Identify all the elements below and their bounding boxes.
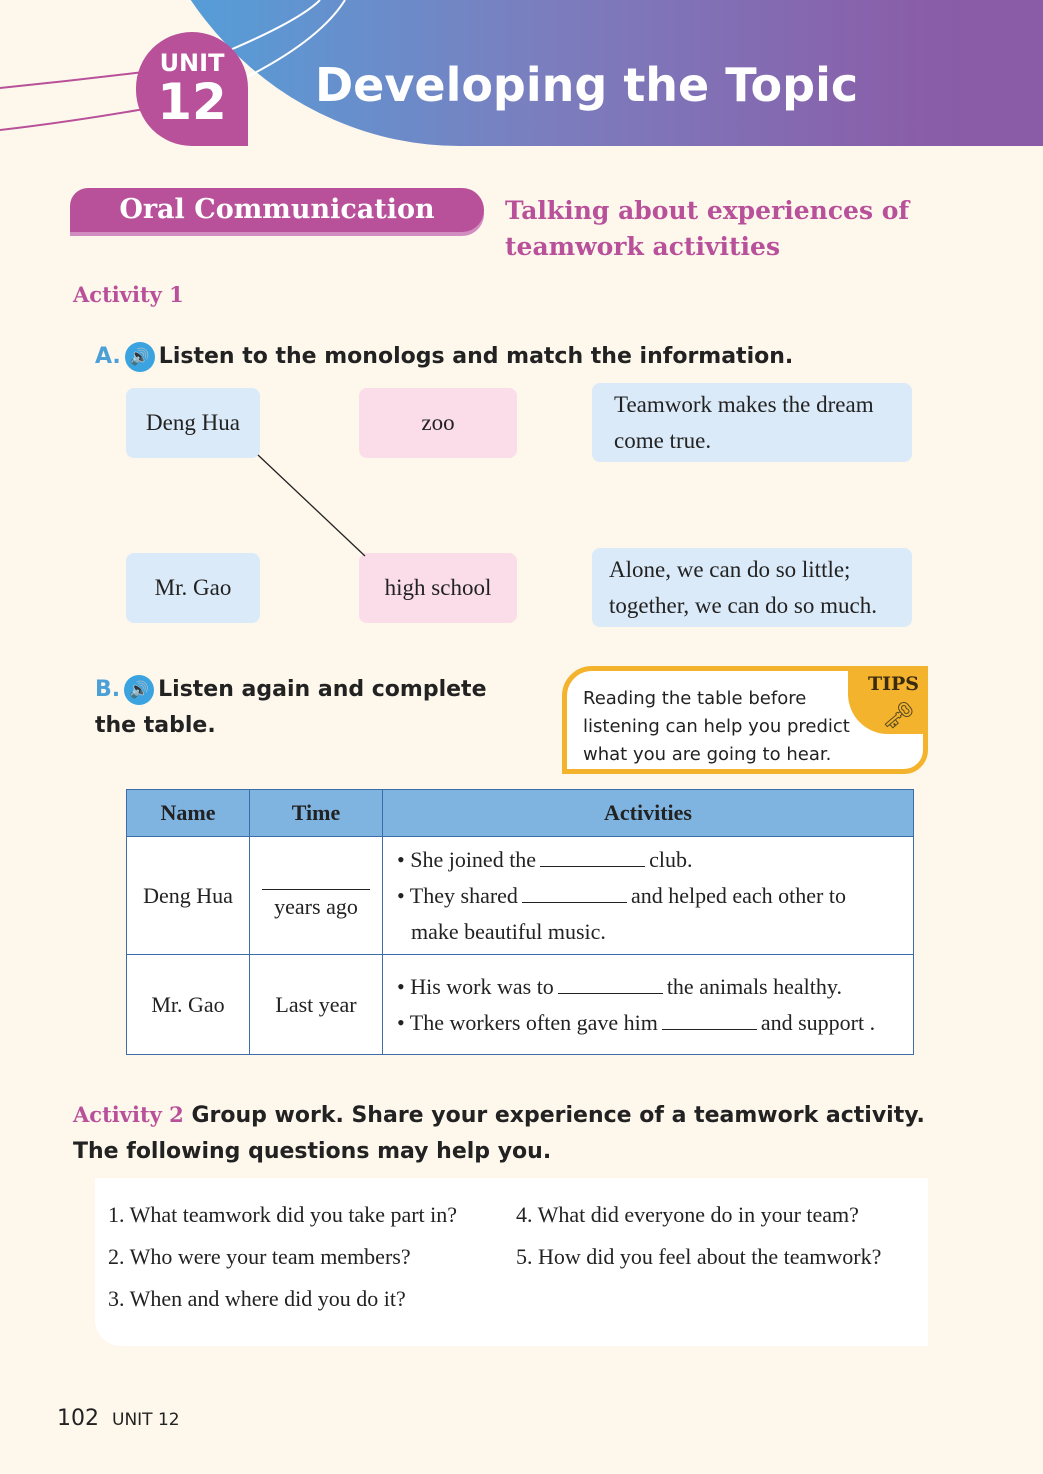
activity2-instruction: Activity 2 Group work. Share your experience of a teamwork activity. The following questions may help you. [73,1102,925,1164]
match-person-deng-hua[interactable]: Deng Hua [126,388,260,458]
table-row: Mr. Gao Last year • His work was to the animals healthy. • The workers often gave him and support . [127,955,914,1055]
question: 3. When and where did you do it? [108,1286,406,1311]
match-quote-2[interactable]: Alone, we can do so little; together, we can do so much. [592,548,912,627]
section-label: Oral Communication [70,188,484,232]
partA-instruction: A. 🔊 Listen to the monologs and match the information. [95,342,793,372]
match-line [255,452,370,560]
blank-work[interactable] [558,993,663,994]
question: 2. Who were your team members? [108,1244,411,1269]
unit-badge: UNIT 12 [136,32,248,146]
section-subtitle: Talking about experiences of teamwork activities [505,196,910,261]
partB-instruction: B. 🔊 Listen again and complete the table. [95,677,487,738]
questions-box [95,1178,928,1346]
footer: 102 UNIT 12 [57,1406,180,1431]
page-number: 102 [57,1406,99,1431]
table-header-row: Name Time Activities [127,790,914,837]
blank-shared[interactable] [522,902,627,903]
activity1-label: Activity 1 [73,282,184,307]
activity-table [126,789,914,1055]
blank-years[interactable] [262,889,370,890]
match-person-mr-gao[interactable]: Mr. Gao [126,553,260,623]
question: 1. What teamwork did you take part in? [108,1202,458,1227]
blank-gave[interactable] [662,1029,757,1030]
audio-icon[interactable]: 🔊 [124,675,154,705]
match-place-zoo[interactable]: zoo [359,388,517,458]
key-icon: 🗝 [881,701,915,731]
match-quote-1[interactable]: Teamwork makes the dream come true. [592,383,912,462]
question: 4. What did everyone do in your team? [516,1202,859,1227]
table-row: Deng Hua years ago • She joined the club. • They shared and helped each other to make beautiful music. [127,837,914,955]
tips-box [562,666,928,774]
question: 5. How did you feel about the teamwork? [516,1244,882,1269]
page-title: Developing the Topic [315,58,859,112]
match-place-high-school[interactable]: high school [359,553,517,623]
tips-text: Reading the table before listening can help you predict what you are going to hear. [583,688,850,765]
audio-icon[interactable]: 🔊 [125,342,155,372]
blank-club[interactable] [540,866,645,867]
tips-label: TIPS [867,673,919,695]
